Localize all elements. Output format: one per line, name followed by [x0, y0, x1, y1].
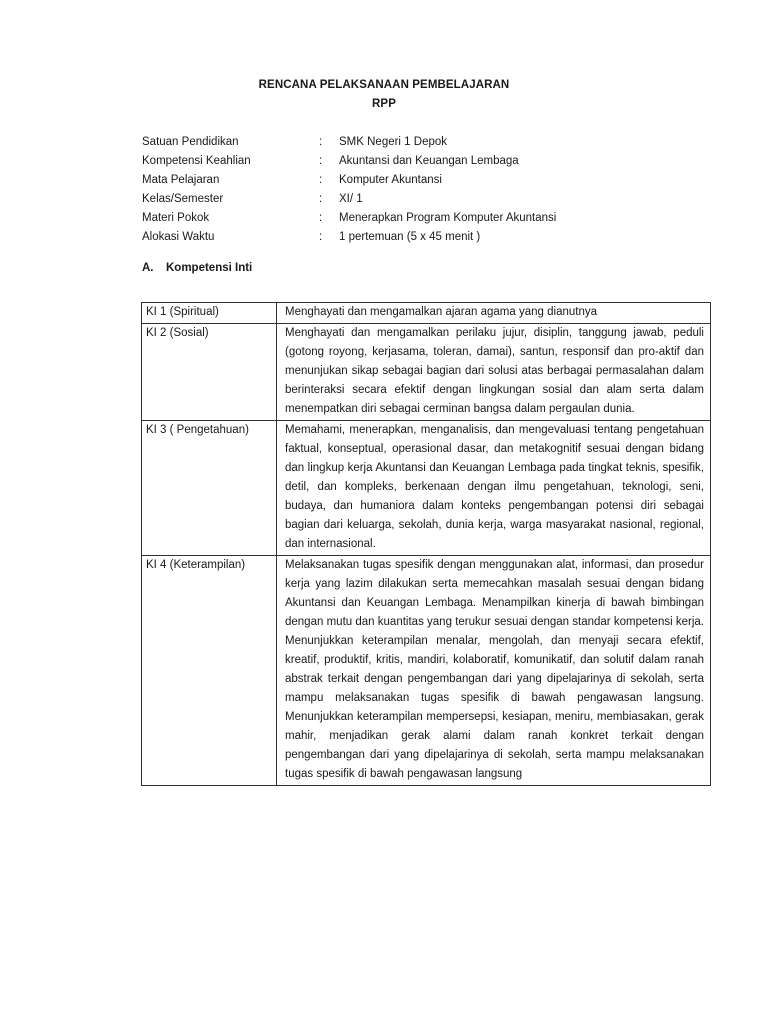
document-title: RENCANA PELAKSANAAN PEMBELAJARAN — [258, 79, 510, 91]
info-colon: : — [319, 193, 323, 205]
info-colon: : — [319, 136, 323, 148]
ki-description-cell: Menghayati dan mengamalkan perilaku jujur, disiplin, tanggung jawab, peduli (gotong royong, kerjasama, toleran, damai), santun, responsif dan pro-aktif dan menunjukan sikap sebagai bagian dari solusi atas berbagai permasalahan dalam berinteraksi secara efektif dengan lingkungan sosial dan alam serta dalam menempatkan diri sebagai cerminan bangsa dalam pergaulan dunia. — [277, 324, 711, 421]
info-label: Satuan Pendidikan — [142, 136, 239, 148]
info-row-satuan-pendidikan — [142, 133, 662, 152]
table-row — [142, 303, 711, 324]
ki-label-cell: KI 4 (Keterampilan) — [142, 556, 277, 786]
document-subtitle: RPP — [372, 98, 396, 110]
info-row-kelas-semester — [142, 190, 662, 209]
info-label: Alokasi Waktu — [142, 231, 215, 243]
info-value: XI/ 1 — [339, 193, 363, 205]
info-value: 1 pertemuan (5 x 45 menit ) — [339, 231, 481, 243]
info-row-materi-pokok — [142, 209, 662, 228]
section-number: A. — [142, 262, 154, 274]
info-colon: : — [319, 212, 323, 224]
info-label: Kompetensi Keahlian — [142, 155, 251, 167]
kompetensi-inti-table — [141, 302, 711, 786]
section-heading-kompetensi-inti — [142, 262, 252, 274]
info-row-kompetensi-keahlian — [142, 152, 662, 171]
info-colon: : — [319, 155, 323, 167]
info-row-alokasi-waktu — [142, 228, 662, 247]
info-row-mata-pelajaran — [142, 171, 662, 190]
info-value: SMK Negeri 1 Depok — [339, 136, 448, 148]
table-row — [142, 421, 711, 556]
ki-label-cell: KI 2 (Sosial) — [142, 324, 277, 421]
ki-label-cell: KI 3 ( Pengetahuan) — [142, 421, 277, 556]
info-label: Kelas/Semester — [142, 193, 224, 205]
ki-description-cell: Memahami, menerapkan, menganalisis, dan mengevaluasi tentang pengetahuan faktual, konseptual, operasional dasar, dan metakognitif sesuai dengan bidang dan lingkup kerja Akuntansi dan Keuangan Lembaga pada tingkat teknis, spesifik, detil, dan kompleks, berkenaan dengan ilmu pengetahuan, teknologi, seni, budaya, dan humaniora dalam konteks pengembangan potensi diri sebagai bagian dari keluarga, sekolah, dunia kerja, warga masyarakat nasional, regional, dan internasional. — [277, 421, 711, 556]
section-title: Kompetensi Inti — [166, 262, 253, 274]
table-row — [142, 556, 711, 786]
info-label: Materi Pokok — [142, 212, 210, 224]
ki-label-cell: KI 1 (Spiritual) — [142, 303, 277, 324]
info-value: Akuntansi dan Keuangan Lembaga — [339, 155, 519, 167]
info-colon: : — [319, 174, 323, 186]
info-value: Menerapkan Program Komputer Akuntansi — [339, 212, 557, 224]
ki-description-cell: Melaksanakan tugas spesifik dengan menggunakan alat, informasi, dan prosedur kerja yang lazim dilakukan serta memecahkan masalah sesuai dengan bidang Akuntansi dan Keuangan Lembaga. Menampilkan kinerja di bawah bimbingan dengan mutu dan kuantitas yang terukur sesuai dengan standar kompetensi kerja. Menunjukkan keterampilan menalar, mengolah, dan menyaji secara efektif, kreatif, produktif, kritis, mandiri, kolaboratif, komunikatif, dan solutif dalam ranah abstrak terkait dengan pengembangan dari yang dipelajarinya di sekolah, serta mampu melaksanakan tugas spesifik di bawah pengawasan langsung. Menunjukkan keterampilan mempersepsi, kesiapan, meniru, membiasakan, gerak mahir, menjadikan gerak alami dalam ranah konkret terkait dengan pengembangan dari yang dipelajarinya di sekolah, serta mampu melaksanakan tugas spesifik di bawah pengawasan langsung — [277, 556, 711, 786]
info-label: Mata Pelajaran — [142, 174, 220, 186]
table-row — [142, 324, 711, 421]
ki-description-cell: Menghayati dan mengamalkan ajaran agama yang dianutnya — [277, 303, 711, 324]
identity-info-block — [142, 133, 662, 247]
info-colon: : — [319, 231, 323, 243]
info-value: Komputer Akuntansi — [339, 174, 442, 186]
